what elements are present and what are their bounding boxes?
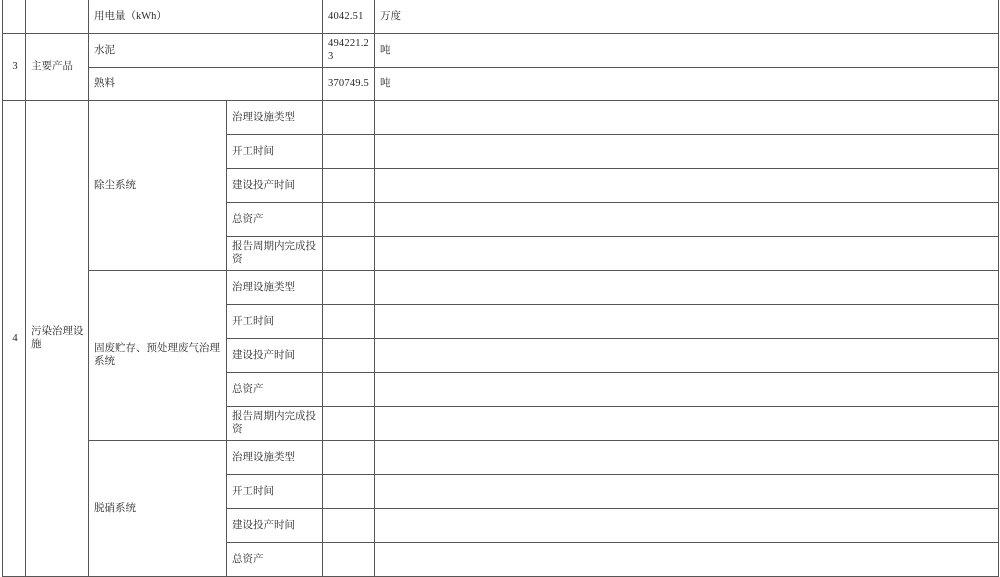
cell-row-number-4: 4 bbox=[3, 100, 26, 576]
cell-field-value-empty bbox=[323, 474, 375, 508]
cell-field-label: 报告周期内完成投资 bbox=[227, 406, 323, 440]
cell-field-label: 建设投产时间 bbox=[227, 168, 323, 202]
cell-field-value-empty bbox=[323, 338, 375, 372]
cell-label-cement: 水泥 bbox=[89, 33, 323, 67]
table-row-solidwaste-field-0 bbox=[3, 270, 999, 304]
cell-value-cement: 494221.23 bbox=[323, 33, 375, 67]
cell-category-main-products: 主要产品 bbox=[26, 33, 89, 100]
cell-field-remark-empty bbox=[375, 542, 999, 576]
cell-category-empty bbox=[26, 0, 89, 33]
cell-system-dust-removal: 除尘系统 bbox=[89, 100, 227, 270]
cell-field-remark-empty bbox=[375, 134, 999, 168]
cell-unit-cement: 吨 bbox=[375, 33, 999, 67]
cell-field-remark-empty bbox=[375, 372, 999, 406]
cell-row-number-empty bbox=[3, 0, 26, 33]
table-row-electricity bbox=[3, 0, 999, 33]
cell-value-clinker: 370749.5 bbox=[323, 67, 375, 100]
cell-field-label: 总资产 bbox=[227, 372, 323, 406]
cell-field-value-empty bbox=[323, 372, 375, 406]
cell-label-electricity: 用电量（kWh） bbox=[89, 0, 323, 33]
cell-field-value-empty bbox=[323, 134, 375, 168]
cell-field-value-empty bbox=[323, 542, 375, 576]
table-row-denitration-field-0 bbox=[3, 440, 999, 474]
table-row-cement bbox=[3, 33, 999, 67]
cell-field-label: 总资产 bbox=[227, 542, 323, 576]
cell-field-label: 建设投产时间 bbox=[227, 338, 323, 372]
cell-field-value-empty bbox=[323, 270, 375, 304]
cell-field-value-empty bbox=[323, 406, 375, 440]
cell-unit-electricity: 万度 bbox=[375, 0, 999, 33]
cell-field-remark-empty bbox=[375, 202, 999, 236]
cell-field-remark-empty bbox=[375, 440, 999, 474]
cell-row-number-3: 3 bbox=[3, 33, 26, 100]
cell-field-remark-empty bbox=[375, 338, 999, 372]
cell-field-remark-empty bbox=[375, 508, 999, 542]
cell-field-label: 治理设施类型 bbox=[227, 440, 323, 474]
cell-system-solid-waste-gas: 固废贮存、预处理废气治理系统 bbox=[89, 270, 227, 440]
cell-field-value-empty bbox=[323, 304, 375, 338]
cell-field-label: 开工时间 bbox=[227, 134, 323, 168]
cell-unit-clinker: 吨 bbox=[375, 67, 999, 100]
cell-field-value-empty bbox=[323, 508, 375, 542]
cell-label-clinker: 熟料 bbox=[89, 67, 323, 100]
cell-field-remark-empty bbox=[375, 100, 999, 134]
cell-field-value-empty bbox=[323, 236, 375, 270]
table-row-dust-field-0 bbox=[3, 100, 999, 134]
cell-field-value-empty bbox=[323, 202, 375, 236]
cell-field-value-empty bbox=[323, 100, 375, 134]
cell-field-remark-empty bbox=[375, 406, 999, 440]
cell-category-pollution-treatment: 污染治理设施 bbox=[26, 100, 89, 576]
cell-field-value-empty bbox=[323, 440, 375, 474]
cell-field-value-empty bbox=[323, 168, 375, 202]
cell-field-remark-empty bbox=[375, 270, 999, 304]
cell-field-remark-empty bbox=[375, 304, 999, 338]
cell-field-remark-empty bbox=[375, 168, 999, 202]
cell-value-electricity: 4042.51 bbox=[323, 0, 375, 33]
cell-field-label: 治理设施类型 bbox=[227, 100, 323, 134]
cell-field-remark-empty bbox=[375, 236, 999, 270]
cell-field-remark-empty bbox=[375, 474, 999, 508]
report-table bbox=[2, 0, 999, 577]
cell-field-label: 报告周期内完成投资 bbox=[227, 236, 323, 270]
cell-system-denitration: 脱硝系统 bbox=[89, 440, 227, 576]
cell-field-label: 总资产 bbox=[227, 202, 323, 236]
cell-field-label: 开工时间 bbox=[227, 474, 323, 508]
cell-field-label: 建设投产时间 bbox=[227, 508, 323, 542]
table-row-clinker bbox=[3, 67, 999, 100]
cell-field-label: 治理设施类型 bbox=[227, 270, 323, 304]
cell-field-label: 开工时间 bbox=[227, 304, 323, 338]
